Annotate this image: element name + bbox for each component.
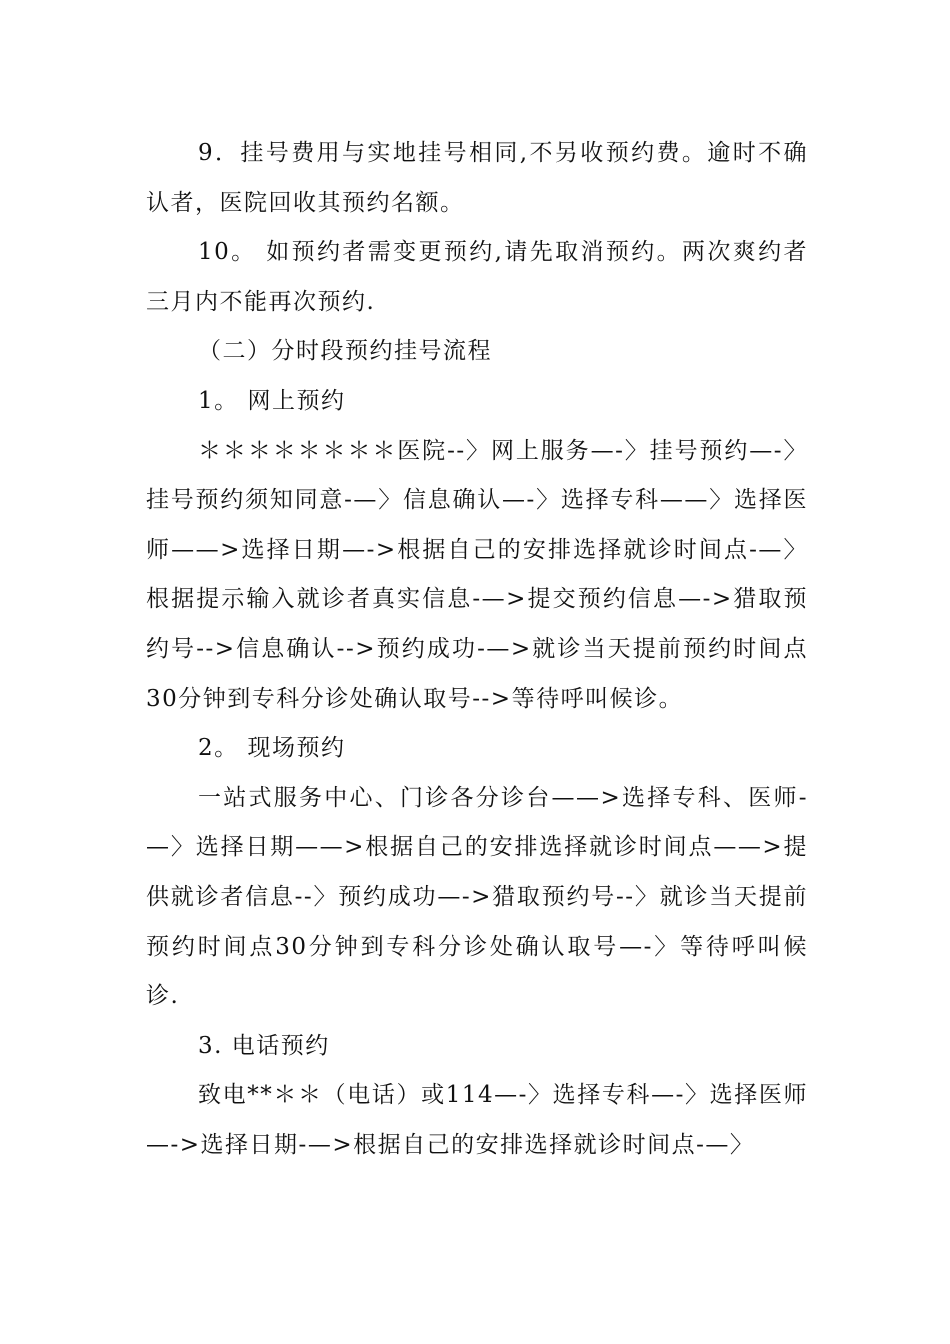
subheading-online: 1。 网上预约	[198, 387, 346, 414]
paragraph-phone-steps: 致电**＊＊（电话）或114—-〉选择专科—-〉选择医师—->选择日期-—>根据自己的安排选择就诊时间点-—〉	[146, 1082, 808, 1158]
subheading-onsite: 2。 现场预约	[198, 735, 346, 762]
section-heading-process: （二）分时段预约挂号流程	[198, 338, 492, 365]
paragraph-onsite-steps: 一站式服务中心、门诊各分诊台——>选择专科、医师-—〉选择日期——>根据自己的安排选择就诊时间点——>提供就诊者信息--〉预约成功—->猎取预约号--〉就诊当天提前预约时间点30分钟到专科分诊处确认取号—-〉等待呼叫候诊.	[146, 784, 808, 1010]
subheading-phone: 3. 电话预约	[198, 1032, 330, 1059]
paragraph-fee-rule: 9．挂号费用与实地挂号相同,不另收预约费。逾时不确认者，医院回收其预约名额。	[146, 140, 808, 216]
document-body	[146, 129, 808, 1170]
paragraph-cancel-rule: 10。 如预约者需变更预约,请先取消预约。两次爽约者三月内不能再次预约.	[146, 239, 808, 315]
paragraph-online-steps: ＊＊＊＊＊＊＊＊医院--〉网上服务—-〉挂号预约—-〉挂号预约须知同意-—〉信息确认—-〉选择专科——〉选择医师——>选择日期—->根据自己的安排选择就诊时间点-—〉根据提示输入就诊者真实信息-—>提交预约信息—->猎取预约号-->信息确认-->预约成功-—>就诊当天提前预约时间点30分钟到专科分诊处确认取号-->等待呼叫候诊。	[146, 437, 808, 712]
